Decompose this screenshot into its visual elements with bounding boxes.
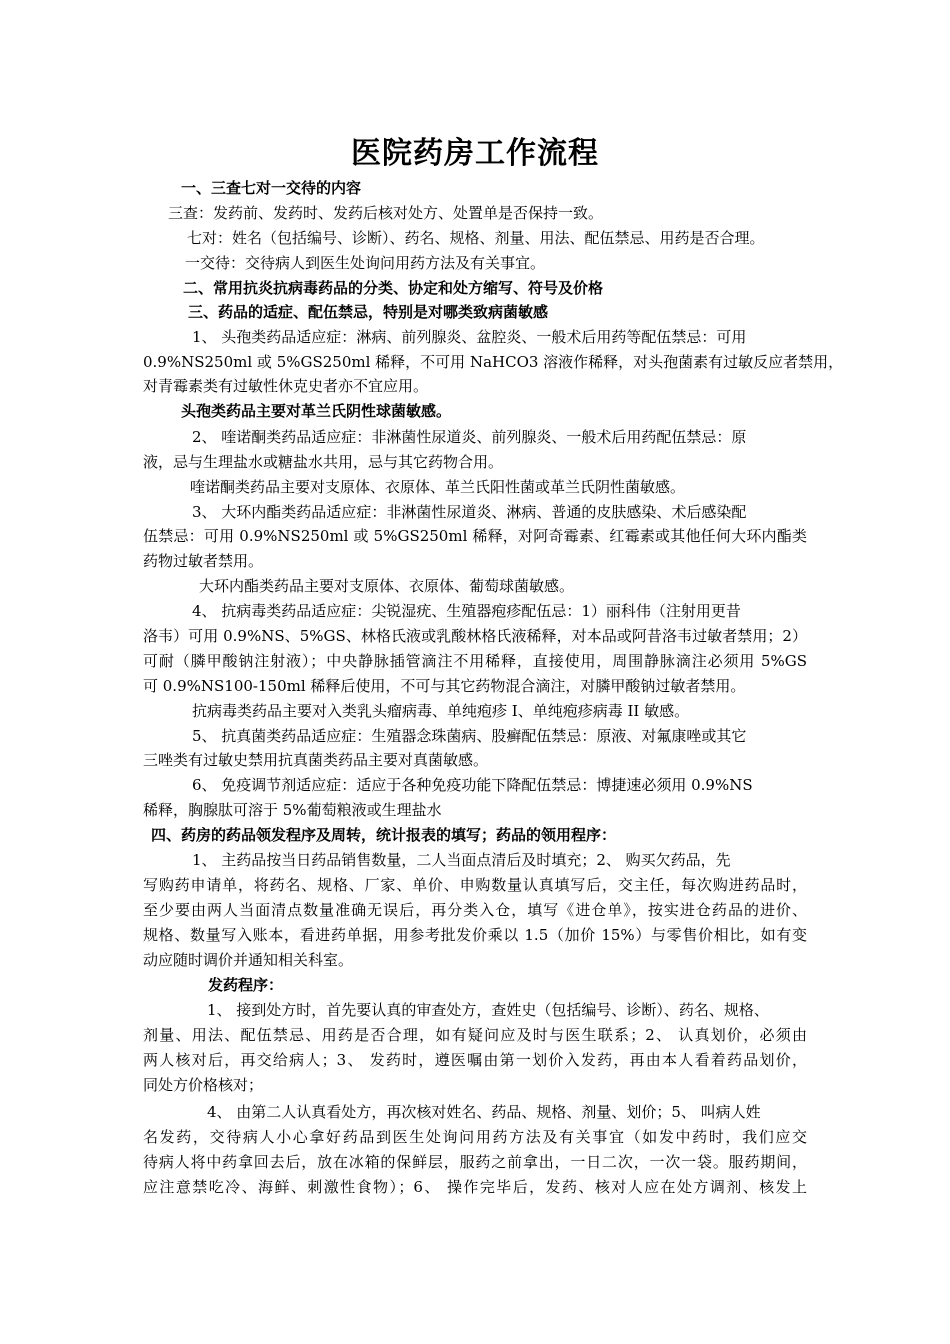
paragraph-line: 三查：发药前、发药时、发药后核对处方、处置单是否保持一致。 bbox=[168, 204, 604, 222]
paragraph-line: 大环内酯类药品主要对支原体、衣原体、葡萄球菌敏感。 bbox=[199, 577, 575, 595]
paragraph-line: 2、 喹诺酮类药品适应症：非淋菌性尿道炎、前列腺炎、一般术后用药配伍禁忌：原 bbox=[192, 428, 747, 446]
paragraph-line: 剂量、用法、配伍禁忌、用药是否合理，如有疑问应及时与医生联系；2、 认真划价，必须由 bbox=[143, 1026, 807, 1044]
paragraph-line: 4、 抗病毒类药品适应症：尖锐湿疣、生殖器疱疹配伍忌：1）丽科伟（注射用更昔 bbox=[192, 602, 741, 620]
paragraph-line: 两人核对后，再交给病人；3、 发药时，遵医嘱由第一划价入发药，再由本人看着药品划价， bbox=[143, 1051, 807, 1069]
paragraph-line: 对青霉素类有过敏性休克史者亦不宜应用。 bbox=[143, 377, 429, 395]
paragraph-line: 伍禁忌：可用 0.9%NS250ml 或 5%GS250ml 稀释，对阿奇霉素、红霉素或其他任何大环内酯类 bbox=[143, 527, 807, 545]
paragraph-line: 名发药，交待病人小心拿好药品到医生处询问用药方法及有关事宜（如发中药时，我们应交 bbox=[143, 1128, 807, 1146]
paragraph-line: 5、 抗真菌类药品适应症：生殖器念珠菌病、股癣配伍禁忌：原液、对氟康唑或其它 bbox=[192, 727, 747, 745]
paragraph-line: 喹诺酮类药品主要对支原体、衣原体、革兰氏阳性菌或革兰氏阴性菌敏感。 bbox=[190, 478, 686, 496]
paragraph-line: 药物过敏者禁用。 bbox=[143, 552, 264, 570]
heading-section-3: 三、药品的适症、配伍禁忌，特别是对哪类致病菌敏感 bbox=[188, 303, 549, 321]
paragraph-line: 1、 主药品按当日药品销售数量，二人当面点清后及时填充；2、 购买欠药品，先 bbox=[192, 851, 731, 869]
paragraph-line: 三唑类有过敏史禁用抗真菌类药品主要对真菌敏感。 bbox=[143, 751, 489, 769]
paragraph-line: 6、 免疫调节剂适应症：适应于各种免疫功能下降配伍禁忌：博捷速必须用 0.9%NS bbox=[192, 776, 753, 794]
heading-section-4: 四、药房的药品领发程序及周转，统计报表的填写；药品的领用程序： bbox=[151, 826, 617, 844]
paragraph-line: 写购药申请单，将药名、规格、厂家、单价、申购数量认真填写后，交主任，每次购进药品时， bbox=[143, 876, 807, 894]
paragraph-line: 动应随时调价并通知相关科室。 bbox=[143, 951, 354, 969]
paragraph-line: 液，忌与生理盐水或糖盐水共用，忌与其它药物合用。 bbox=[143, 453, 504, 471]
paragraph-line: 4、 由第二人认真看处方，再次核对姓名、药品、规格、剂量、划价；5、 叫病人姓 bbox=[207, 1103, 761, 1121]
paragraph-line: 洛韦）可用 0.9%NS、5%GS、林格氏液或乳酸林格氏液稀释，对本品或阿昔洛韦过敏者禁用；2） bbox=[143, 627, 807, 645]
paragraph-line: 七对：姓名（包括编号、诊断）、药名、规格、剂量、用法、配伍禁忌、用药是否合理。 bbox=[187, 229, 765, 247]
paragraph-line: 至少要由两人当面清点数量准确无误后，再分类入仓，填写《进仓单》，按实进仓药品的进价、 bbox=[143, 901, 807, 919]
paragraph-line: 可 0.9%NS100-150ml 稀释后使用，不可与其它药物混合滴注，对膦甲酸钠过敏者禁用。 bbox=[143, 677, 746, 695]
paragraph-line: 规格、数量写入账本，看进药单据，用参考批发价乘以 1.5（加价 15%）与零售价相比，如有变 bbox=[143, 926, 807, 944]
paragraph-line: 一交待：交待病人到医生处询问用药方法及有关事宜。 bbox=[185, 254, 546, 272]
paragraph-line: 同处方价格核对； bbox=[143, 1076, 264, 1094]
paragraph-line: 待病人将中药拿回去后，放在冰箱的保鲜层，服药之前拿出，一日二次，一次一袋。服药期间， bbox=[143, 1153, 807, 1171]
paragraph-line: 1、 头孢类药品适应症：淋病、前列腺炎、盆腔炎、一般术后用药等配伍禁忌：可用 bbox=[192, 328, 747, 346]
paragraph-line: 可耐（膦甲酸钠注射液）；中央静脉插管滴注不用稀释，直接使用，周围静脉滴注必须用 5%GS bbox=[143, 652, 807, 670]
heading-section-1: 一、三查七对一交待的内容 bbox=[181, 179, 362, 197]
subheading-dispensing: 发药程序： bbox=[208, 976, 284, 994]
paragraph-line: 应注意禁吃冷、海鲜、刺激性食物）；6、 操作完毕后，发药、核对人应在处方调剂、核发上 bbox=[143, 1178, 807, 1196]
paragraph-line: 0.9%NS250ml 或 5%GS250ml 稀释，不可用 NaHCO3 溶液作稀释，对头孢菌素有过敏反应者禁用， bbox=[143, 353, 844, 371]
paragraph-line: 抗病毒类药品主要对入类乳头瘤病毒、单纯疱疹 I、单纯疱疹病毒 II 敏感。 bbox=[192, 702, 690, 720]
paragraph-line: 1、 接到处方时，首先要认真的审查处方，查姓史（包括编号、诊断）、药名、规格、 bbox=[207, 1001, 769, 1019]
heading-section-2: 二、常用抗炎抗病毒药品的分类、协定和处方缩写、符号及价格 bbox=[183, 279, 604, 297]
paragraph-line: 3、 大环内酯类药品适应症：非淋菌性尿道炎、淋病、普通的皮肤感染、术后感染配 bbox=[192, 503, 747, 521]
paragraph-line: 稀释，胸腺肽可溶于 5%葡萄粮液或生理盐水 bbox=[143, 801, 442, 819]
bold-note: 头孢类药品主要对革兰氏阴性球菌敏感。 bbox=[181, 402, 452, 420]
document-title: 医院药房工作流程 bbox=[351, 136, 599, 171]
